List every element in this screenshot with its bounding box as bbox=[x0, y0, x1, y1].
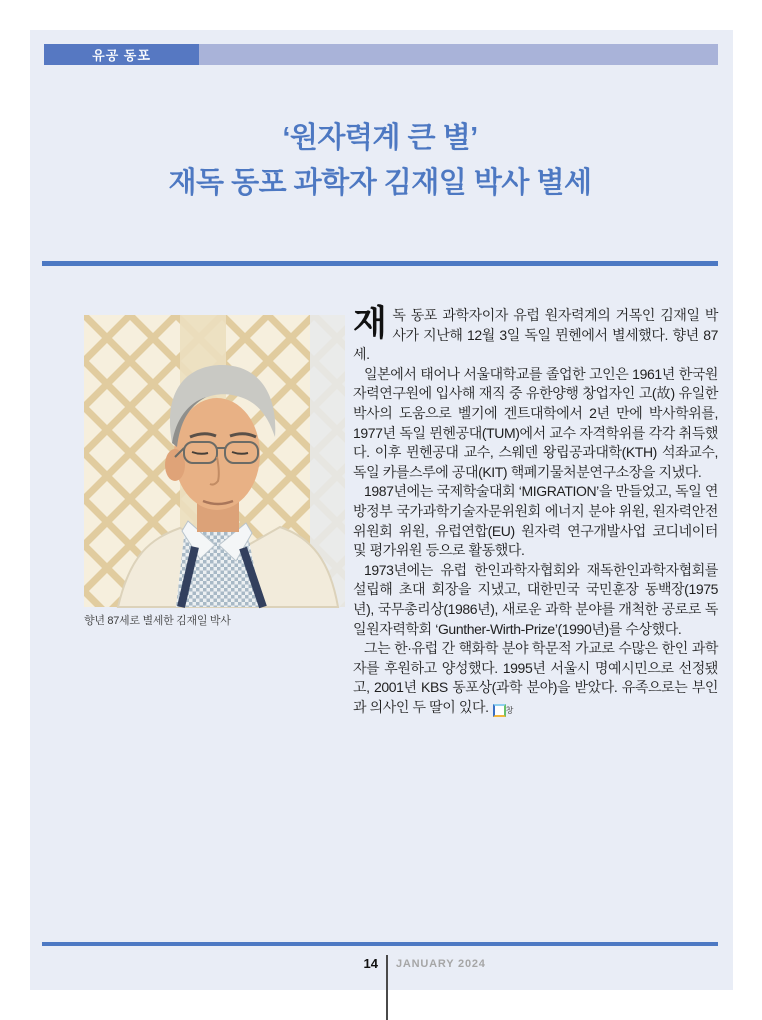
article-paragraph: 1973년에는 유럽 한인과학자협회와 재독한인과학자협회를 설립해 초대 회장을 지냈고, 대한민국 국민훈장 동백장(1975년), 국무총리상(1986년), 새로운 과학 분야를 개척한 공로로 독일원자력학회 ‘Gunther-Wirth-Prize’(1990년)를 수상했다. bbox=[353, 561, 718, 637]
article-title-line2: 재독 동포 과학자 김재일 박사 별세 bbox=[168, 167, 592, 199]
portrait-photo-illustration bbox=[84, 315, 345, 607]
footer-divider-line bbox=[386, 955, 388, 1020]
section-tag: 유공 동포 bbox=[44, 44, 199, 65]
page-number: 14 bbox=[363, 956, 378, 971]
article-paragraph bbox=[353, 639, 718, 717]
article-end-mark-icon: 창 bbox=[493, 704, 506, 717]
dropcap: 재 bbox=[353, 304, 387, 343]
section-tag-bar bbox=[199, 44, 718, 65]
article-body bbox=[353, 306, 718, 717]
paragraph-text: 독 동포 과학자이자 유럽 원자력계의 거목인 김재일 박사가 지난해 12월 3일 독일 뮌헨에서 별세했다. 향년 87세. bbox=[353, 307, 718, 363]
portrait-photo bbox=[84, 315, 345, 607]
article-title bbox=[42, 116, 718, 206]
paragraph-text: 그는 한·유럽 간 핵화학 분야 학문적 가교로 수많은 한인 과학자를 후원하고 양성했다. 1995년 서울시 명예시민으로 선정됐고, 2001년 KBS 동포상(과학 분야)을 받았다. 유족으로는 부인과 의사인 두 딸이 있다. bbox=[353, 640, 718, 715]
article-paragraph: 1987년에는 국제학술대회 ‘MIGRATION’을 만들었고, 독일 연방정부 국가과학기술자문위원회 에너지 분야 위원, 원자력안전위원회 위원, 유럽연합(EU) 원자력 연구개발사업 코디네이터 및 평가위원 등으로 활동했다. bbox=[353, 483, 718, 559]
issue-date: JANUARY 2024 bbox=[396, 958, 486, 970]
article-paragraph bbox=[353, 306, 718, 365]
top-divider-rule bbox=[42, 261, 718, 266]
photo-caption: 향년 87세로 별세한 김재일 박사 bbox=[84, 615, 231, 627]
bottom-divider-rule bbox=[42, 942, 718, 946]
article-paragraph: 일본에서 태어나 서울대학교를 졸업한 고인은 1961년 한국원자력연구원에 입사해 재직 중 유한양행 창업자인 고(故) 유일한 박사의 도움으로 벨기에 겐트대학에서 2년 만에 박사학위를, 1977년 독일 뮌헨공대(TUM)에서 교수 자격학위를 각각 취득했다. 이후 뮌헨공대 교수, 스웨덴 왕립공과대학(KTH) 석좌교수, 독일 카를스루에 공대(KIT) 핵폐기물처분연구소장을 지냈다. bbox=[353, 365, 718, 480]
article-title-line1: ‘원자력계 큰 별’ bbox=[282, 122, 478, 154]
